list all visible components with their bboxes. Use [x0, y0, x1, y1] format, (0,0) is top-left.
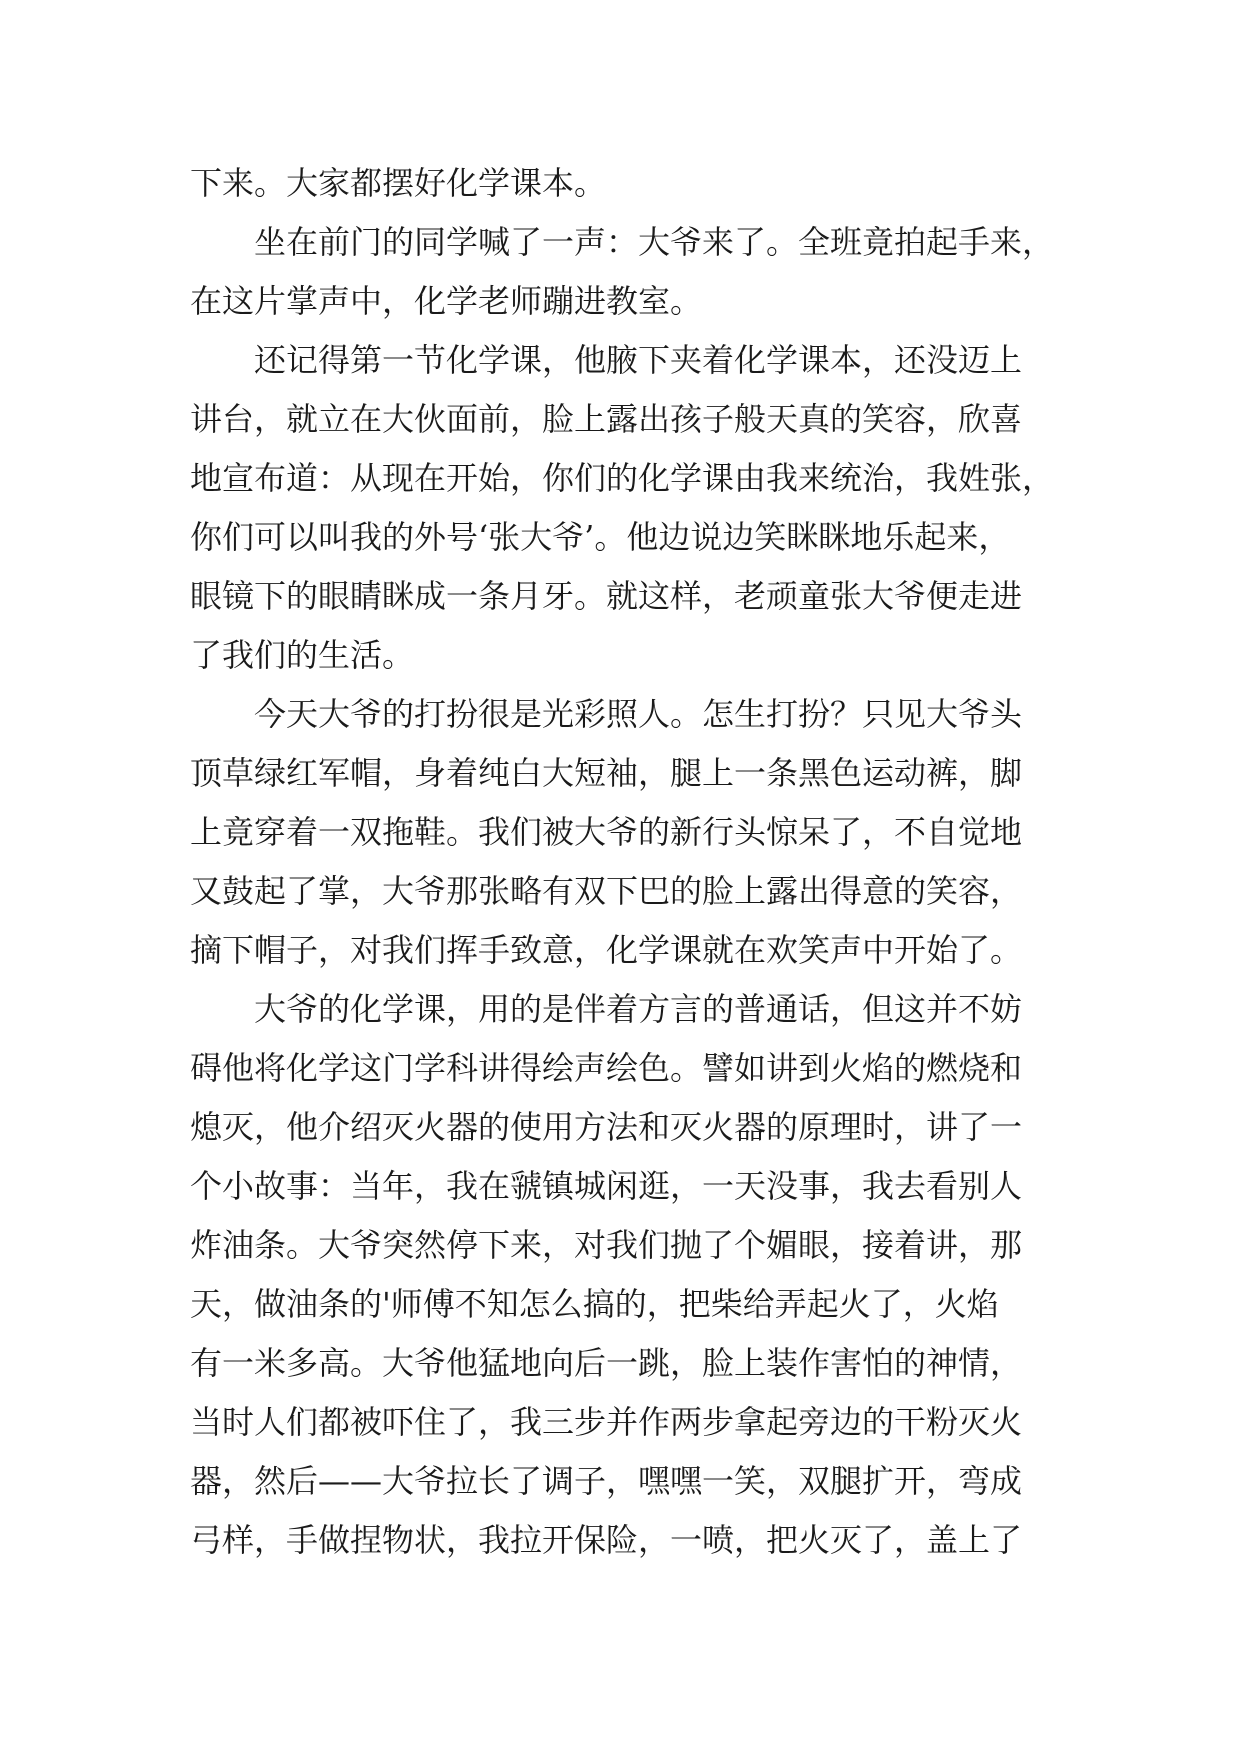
text-line: 讲台，就立在大伙面前，脸上露出孩子般天真的笑容，欣喜	[190, 400, 1023, 438]
document-body	[190, 154, 1070, 1570]
text-line: 当时人们都被吓住了，我三步并作两步拿起旁边的干粉灭火	[190, 1403, 1023, 1441]
text-line: 顶草绿红军帽，身着纯白大短袖，腿上一条黑色运动裤，脚	[190, 754, 1023, 792]
text-line: 熄灭，他介绍灭火器的使用方法和灭火器的原理时，讲了一	[190, 1108, 1023, 1146]
text-line: 有一米多高。大爷他猛地向后一跳，脸上装作害怕的神情，	[190, 1344, 1023, 1382]
text-line: 上竟穿着一双拖鞋。我们被大爷的新行头惊呆了，不自觉地	[190, 813, 1023, 851]
text-line: 又鼓起了掌，大爷那张略有双下巴的脸上露出得意的笑容，	[190, 872, 1023, 910]
text-line: 天，做油条的'师傅不知怎么搞的，把柴给弄起火了，火焰	[190, 1285, 999, 1323]
paragraph-first-line: 还记得第一节化学课，他腋下夹着化学课本，还没迈上	[254, 341, 1023, 379]
text-line: 炸油条。大爷突然停下来，对我们抛了个媚眼，接着讲，那	[190, 1226, 1023, 1264]
text-line: 了我们的生活。	[190, 636, 415, 674]
text-line: 下来。大家都摆好化学课本。	[190, 164, 607, 202]
paragraph-first-line: 大爷的化学课，用的是伴着方言的普通话，但这并不妨	[254, 990, 1023, 1028]
text-line: 弓样，手做捏物状，我拉开保险，一喷，把火灭了，盖上了	[190, 1521, 1023, 1559]
paragraph-first-line: 今天大爷的打扮很是光彩照人。怎生打扮？只见大爷头	[254, 695, 1023, 733]
text-line: 在这片掌声中，化学老师蹦进教室。	[190, 282, 703, 320]
text-line: 眼镜下的眼睛眯成一条月牙。就这样，老顽童张大爷便走进	[190, 577, 1023, 615]
text-line: 你们可以叫我的外号‘张大爷’。他边说边笑眯眯地乐起来，	[190, 518, 1011, 556]
text-line: 摘下帽子，对我们挥手致意，化学课就在欢笑声中开始了。	[190, 931, 1023, 969]
paragraph-first-line: 坐在前门的同学喊了一声：大爷来了。全班竟拍起手来，	[254, 223, 1055, 261]
text-line: 个小故事：当年，我在虢镇城闲逛，一天没事，我去看别人	[190, 1167, 1023, 1205]
text-line: 碍他将化学这门学科讲得绘声绘色。譬如讲到火焰的燃烧和	[190, 1049, 1023, 1087]
text-line: 器，然后——大爷拉长了调子，嘿嘿一笑，双腿扩开，弯成	[190, 1462, 1023, 1500]
text-line: 地宣布道：从现在开始，你们的化学课由我来统治，我姓张，	[190, 459, 1055, 497]
